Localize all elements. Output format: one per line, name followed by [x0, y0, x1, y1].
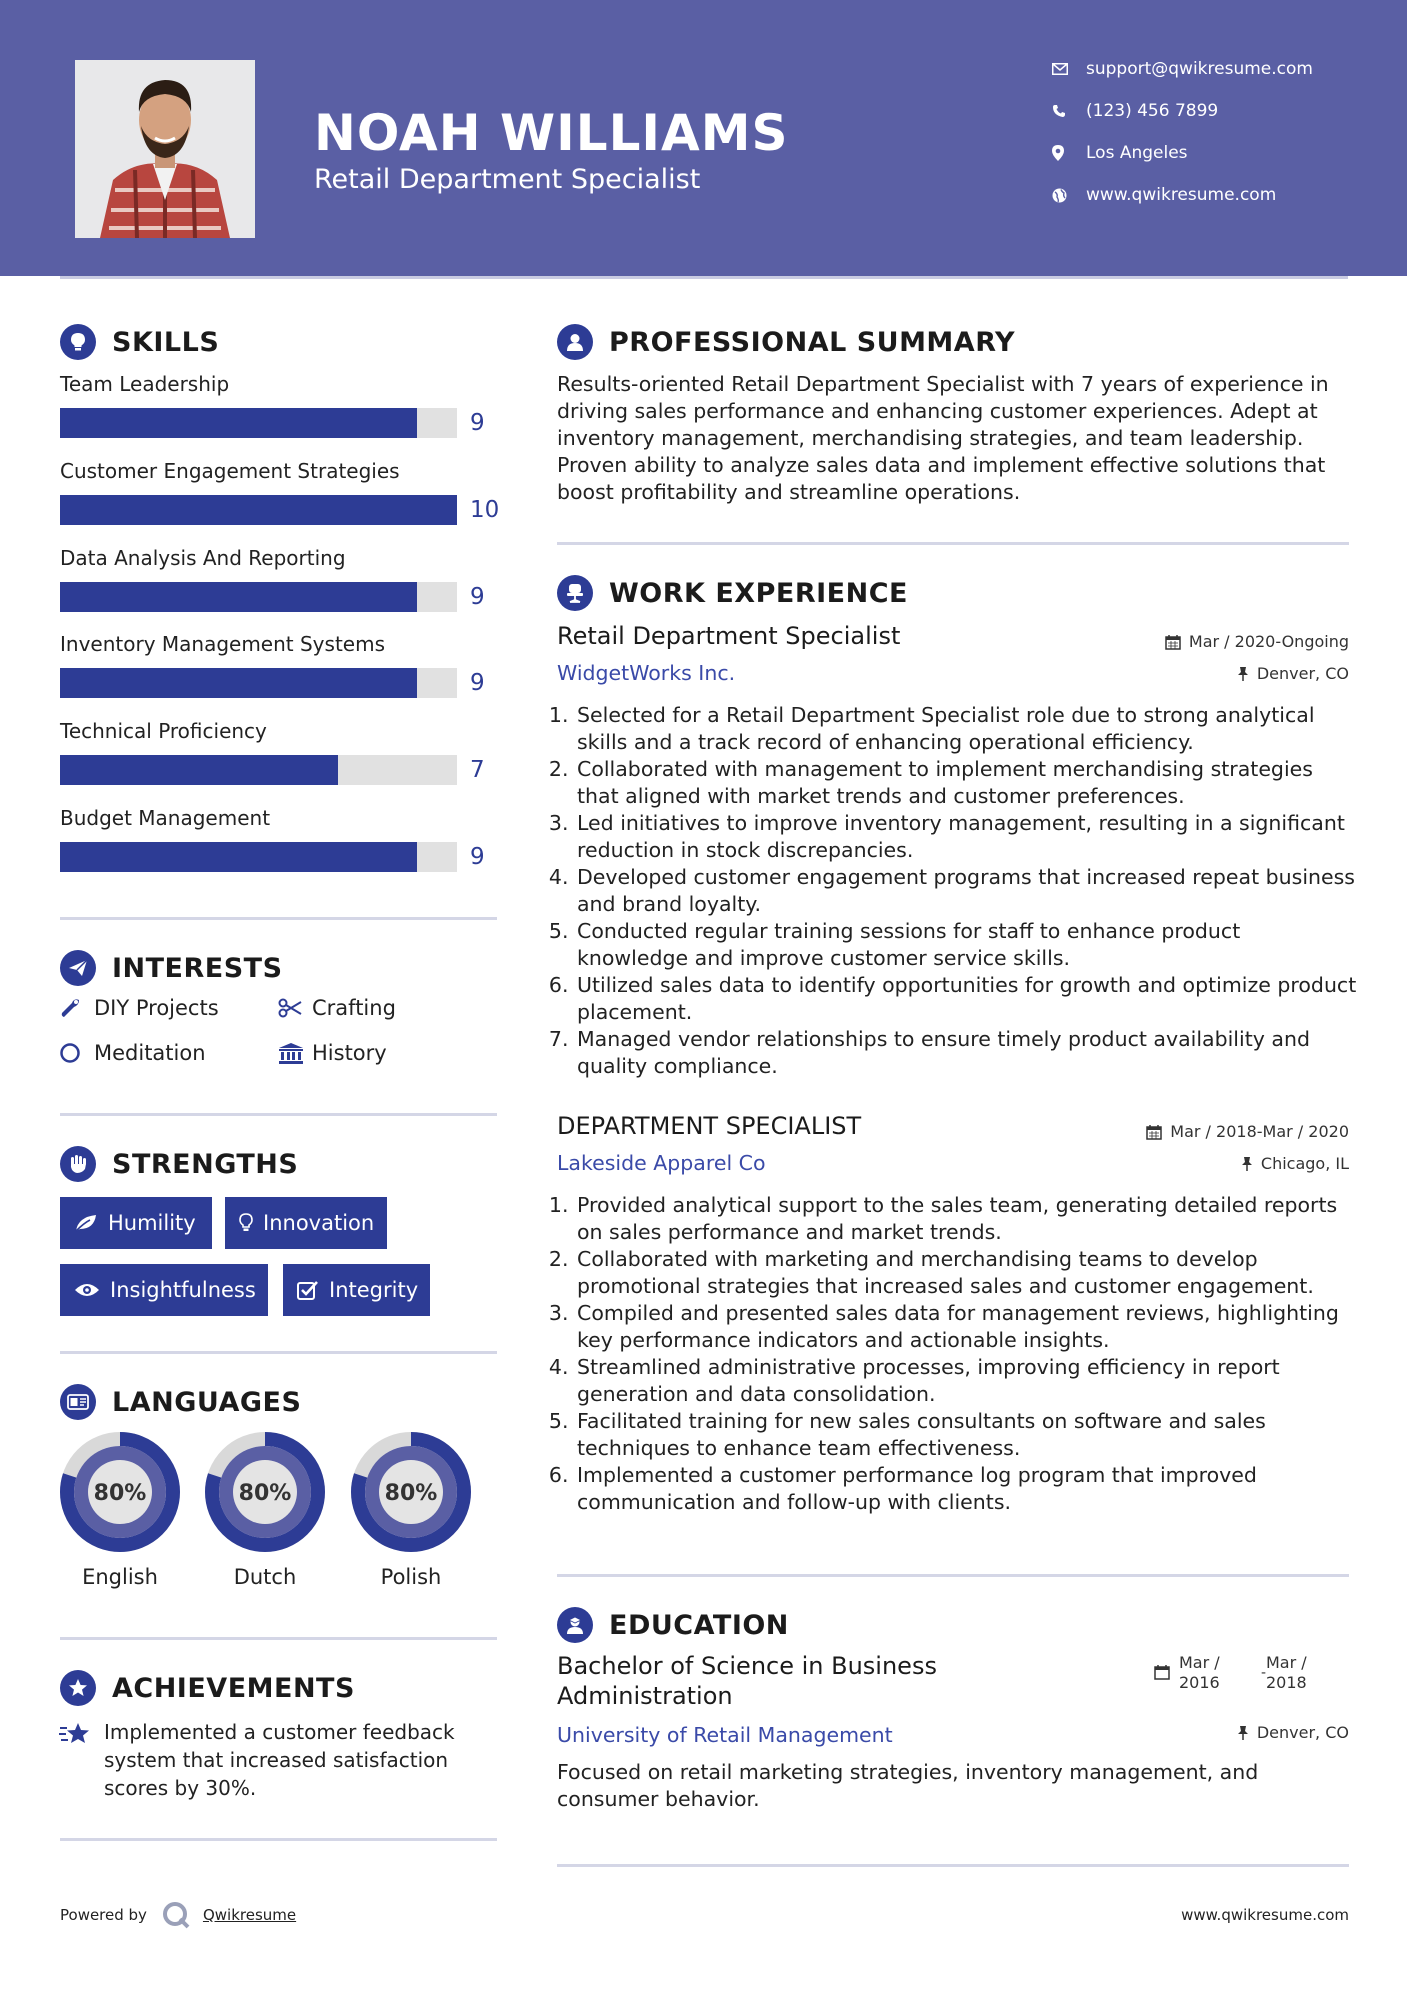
interest-label: History	[312, 1041, 387, 1065]
eye-icon	[74, 1282, 100, 1298]
achievements-title: ACHIEVEMENTS	[112, 1672, 355, 1704]
candidate-role: Retail Department Specialist	[314, 164, 701, 195]
scissors-icon	[278, 998, 312, 1018]
interest-item	[60, 996, 219, 1020]
skill-label: Technical Proficiency	[60, 719, 267, 743]
experience-title: WORK EXPERIENCE	[609, 577, 908, 609]
job-location-text: Chicago, IL	[1260, 1154, 1349, 1173]
languages-heading	[60, 1384, 301, 1420]
section-divider	[60, 1351, 497, 1354]
company-name[interactable]: Lakeside Apparel Co	[557, 1151, 766, 1175]
list-item: 6. Utilized sales data to identify opportunities for growth and optimize product placement.	[575, 972, 1357, 1026]
strength-label: Insightfulness	[110, 1278, 256, 1302]
skill-label: Budget Management	[60, 806, 271, 830]
user-icon	[557, 324, 593, 360]
list-item: 1. Provided analytical support to the sales team, generating detailed reports on sales performance and market trends.	[575, 1192, 1357, 1246]
section-divider	[60, 1113, 497, 1116]
skill-bar-fill	[60, 582, 417, 612]
skills-heading	[60, 324, 219, 360]
language-name: Dutch	[233, 1565, 297, 1589]
job-duties-list	[557, 1192, 1357, 1516]
stars-icon	[58, 1720, 92, 1752]
leaf-icon	[74, 1213, 98, 1233]
wrench-icon	[60, 997, 94, 1019]
summary-text: Results-oriented Retail Department Specialist with 7 years of experience in driving sales performance and enhancing customer experiences. Adept at inventory management, merchandising strategies, and team leadership. Proven ability to analyze sales data and implement effective solutions that boost profitability and streamline operations.	[557, 372, 1329, 504]
summary-title: PROFESSIONAL SUMMARY	[609, 326, 1016, 358]
graduate-icon	[557, 1607, 593, 1643]
strength-badge	[60, 1197, 212, 1249]
list-item: 1. Selected for a Retail Department Specialist role due to strong analytical skills and a track record of enhancing operational efficiency.	[575, 702, 1357, 756]
languages-title: LANGUAGES	[112, 1386, 302, 1418]
achievements-heading	[60, 1670, 355, 1706]
interests-heading	[60, 950, 283, 986]
contact-location-text: Los Angeles	[1086, 143, 1188, 163]
section-divider	[60, 1637, 497, 1640]
lightbulb-icon	[60, 324, 96, 360]
job-location	[1237, 664, 1349, 683]
list-item: 3. Led initiatives to improve inventory management, resulting in a significant reduction in stock discrepancies.	[575, 810, 1357, 864]
museum-icon	[278, 1042, 312, 1064]
skill-value: 7	[470, 757, 485, 783]
briefcase-chair-icon	[557, 575, 593, 611]
pushpin-icon	[1237, 1725, 1249, 1741]
calendar-icon	[1146, 1124, 1162, 1140]
interest-label: Meditation	[94, 1041, 206, 1065]
section-divider	[557, 542, 1349, 545]
brand-link[interactable]: Qwikresume	[202, 1906, 297, 1924]
school-name[interactable]: University of Retail Management	[557, 1723, 893, 1747]
education-start-date: Mar / 2016	[1179, 1653, 1220, 1692]
map-pin-icon	[1050, 145, 1086, 161]
strength-label: Humility	[108, 1211, 196, 1235]
strengths-title: STRENGTHS	[112, 1148, 299, 1180]
envelope-icon	[1050, 63, 1086, 75]
interest-item	[278, 996, 396, 1020]
summary-heading	[557, 324, 1015, 360]
job-location	[1241, 1154, 1349, 1173]
skill-value: 9	[470, 410, 485, 436]
list-item: 5. Facilitated training for new sales consultants on software and sales techniques to enhance team effectiveness.	[575, 1408, 1357, 1462]
education-heading	[557, 1607, 789, 1643]
interest-item	[278, 1041, 387, 1065]
skill-label: Team Leadership	[60, 372, 230, 396]
list-item: 2. Collaborated with marketing and merchandising teams to develop promotional strategies that increased sales and customer engagement.	[575, 1246, 1357, 1300]
candidate-name: NOAH WILLIAMS	[314, 104, 789, 162]
skill-bar	[60, 495, 457, 525]
skill-bar-fill	[60, 495, 457, 525]
language-ring	[59, 1431, 181, 1557]
skill-value: 10	[470, 497, 500, 523]
company-name[interactable]: WidgetWorks Inc.	[557, 661, 736, 685]
contact-location	[1050, 138, 1370, 168]
skill-label: Inventory Management Systems	[60, 632, 385, 656]
strength-label: Integrity	[329, 1278, 419, 1302]
list-item: 4. Streamlined administrative processes, improving efficiency in report generation and data consolidation.	[575, 1354, 1357, 1408]
contact-email[interactable]	[1050, 54, 1370, 84]
calendar-icon	[1154, 1664, 1170, 1684]
contact-phone-text: (123) 456 7899	[1086, 101, 1219, 121]
interest-label: Crafting	[312, 996, 396, 1020]
calendar-icon	[1165, 634, 1181, 650]
language-percent: 80%	[93, 1481, 147, 1506]
language-ring	[350, 1431, 472, 1557]
strength-badge	[225, 1197, 387, 1249]
section-divider	[557, 1574, 1349, 1577]
education-end-date: Mar / 2018	[1266, 1653, 1307, 1692]
skill-bar-fill	[60, 408, 417, 438]
degree-name: Bachelor of Science in Business Administration	[557, 1652, 937, 1710]
skill-label: Customer Engagement Strategies	[60, 459, 400, 483]
language-name: English	[82, 1565, 158, 1589]
strengths-heading	[60, 1146, 298, 1182]
pushpin-icon	[1237, 666, 1249, 682]
skill-bar-fill	[60, 668, 417, 698]
list-item: 3. Compiled and presented sales data for management reviews, highlighting key performance indicators and actionable insights.	[575, 1300, 1357, 1354]
interest-item	[60, 1041, 206, 1065]
contact-website[interactable]	[1050, 180, 1370, 210]
education-location	[1237, 1723, 1349, 1742]
lightbulb-icon	[239, 1213, 253, 1233]
checkbox-icon	[297, 1280, 319, 1300]
fist-icon	[60, 1146, 96, 1182]
circle-icon	[60, 1042, 94, 1064]
powered-by	[60, 1900, 296, 1930]
education-title: EDUCATION	[609, 1609, 789, 1641]
contact-website-text: www.qwikresume.com	[1086, 185, 1277, 205]
skill-value: 9	[470, 844, 485, 870]
contact-email-text: support@qwikresume.com	[1086, 59, 1313, 79]
strength-badge	[60, 1264, 268, 1316]
skill-bar-fill	[60, 842, 417, 872]
skill-bar	[60, 408, 457, 438]
interest-label: DIY Projects	[94, 996, 219, 1020]
job-dates	[1165, 632, 1349, 651]
skill-value: 9	[470, 670, 485, 696]
language-percent: 80%	[384, 1481, 438, 1506]
section-divider	[60, 917, 497, 920]
list-item: 7. Managed vendor relationships to ensure timely product availability and quality compliance.	[575, 1026, 1357, 1080]
strength-badge	[283, 1264, 430, 1316]
pushpin-icon	[1241, 1156, 1253, 1172]
profile-photo	[75, 60, 255, 238]
list-item: 2. Collaborated with management to implement merchandising strategies that aligned with market trends and customer preferences.	[575, 756, 1357, 810]
achievement-text: Implemented a customer feedback system that increased satisfaction scores by 30%.	[104, 1720, 455, 1800]
date-separator: -	[1261, 1665, 1267, 1681]
globe-icon	[1050, 188, 1086, 203]
education-description: Focused on retail marketing strategies, inventory management, and consumer behavior.	[557, 1760, 1259, 1811]
footer-website[interactable]: www.qwikresume.com	[1181, 1906, 1349, 1924]
list-item: 5. Conducted regular training sessions for staff to enhance product knowledge and improve customer service skills.	[575, 918, 1357, 972]
job-dates-text: Mar / 2018-Mar / 2020	[1170, 1122, 1349, 1141]
experience-heading	[557, 575, 908, 611]
contact-phone[interactable]	[1050, 96, 1370, 126]
language-percent: 80%	[238, 1481, 292, 1506]
job-location-text: Denver, CO	[1256, 664, 1349, 683]
skill-bar	[60, 582, 457, 612]
job-title: Retail Department Specialist	[557, 622, 901, 650]
list-item: 4. Developed customer engagement programs that increased repeat business and brand loyalty.	[575, 864, 1357, 918]
job-duties-list	[557, 702, 1357, 1080]
phone-icon	[1050, 104, 1086, 118]
job-title: DEPARTMENT SPECIALIST	[557, 1112, 862, 1140]
section-divider	[60, 1838, 497, 1841]
header-divider	[60, 276, 1348, 279]
job-dates-text: Mar / 2020-Ongoing	[1188, 632, 1349, 651]
skill-label: Data Analysis And Reporting	[60, 546, 346, 570]
qwikresume-logo-icon	[161, 1900, 191, 1930]
powered-by-label: Powered by	[60, 1906, 147, 1924]
strength-label: Innovation	[263, 1211, 375, 1235]
skill-bar	[60, 842, 457, 872]
resume-header	[0, 0, 1407, 276]
skill-value: 9	[470, 584, 485, 610]
interests-title: INTERESTS	[112, 952, 283, 984]
section-divider	[557, 1864, 1349, 1867]
language-ring	[204, 1431, 326, 1557]
education-location-text: Denver, CO	[1256, 1723, 1349, 1742]
skill-bar	[60, 755, 457, 785]
job-dates	[1146, 1122, 1349, 1141]
paper-plane-icon	[60, 950, 96, 986]
list-item: 6. Implemented a customer performance log program that improved communication and follow-up with clients.	[575, 1462, 1357, 1516]
skills-title: SKILLS	[112, 326, 220, 358]
skill-bar	[60, 668, 457, 698]
skill-bar-fill	[60, 755, 338, 785]
star-badge-icon	[60, 1670, 96, 1706]
language-card-icon	[60, 1384, 96, 1420]
language-name: Polish	[380, 1565, 442, 1589]
